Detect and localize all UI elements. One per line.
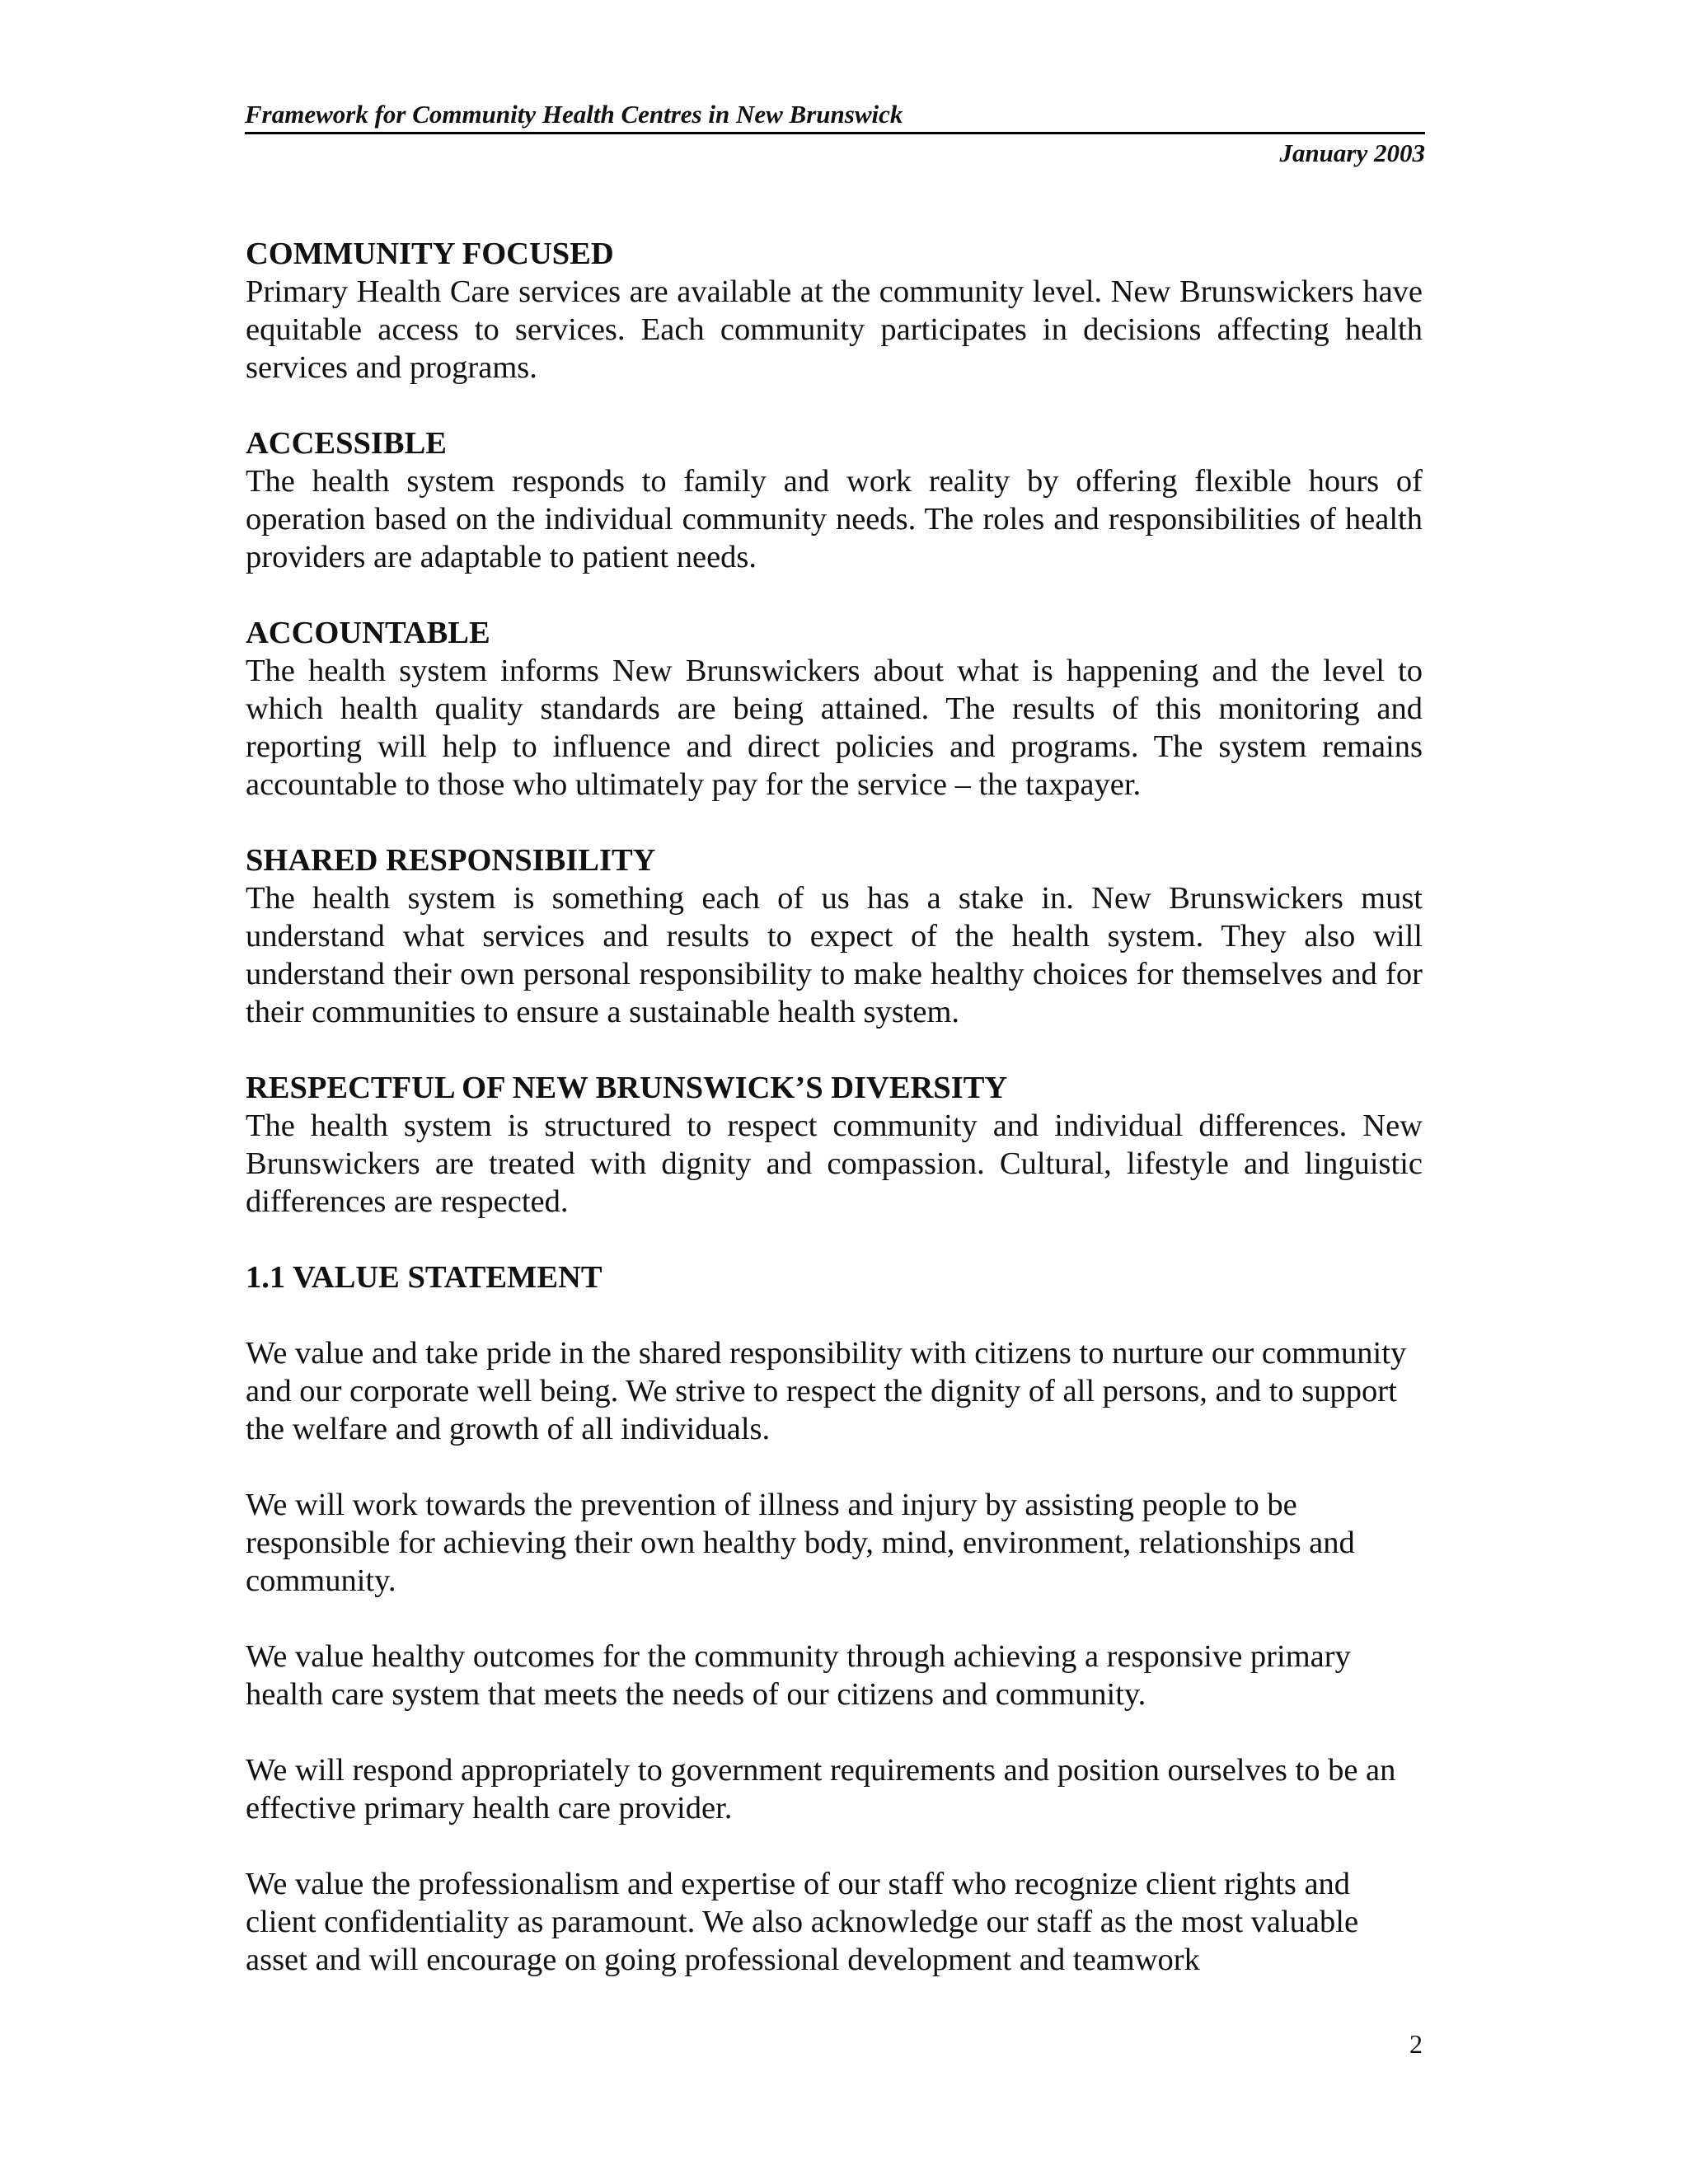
value-statement-section xyxy=(246,1258,1423,1979)
value-paragraph: We value healthy outcomes for the community through achieving a responsive primary health care system that meets the needs of our citizens and community. xyxy=(246,1639,1351,1712)
section-accessible xyxy=(246,424,1423,576)
running-title: Framework for Community Health Centres in New Brunswick xyxy=(245,97,1425,134)
section-shared-responsibility xyxy=(246,841,1423,1031)
section-heading: RESPECTFUL OF NEW BRUNSWICK’S DIVERSITY xyxy=(246,1071,1008,1105)
section-body: The health system is structured to respect community and individual differences. New Brunswickers are treated with dignity and compassion. Cultural, lifestyle and linguistic differences are respected. xyxy=(246,1108,1423,1219)
value-paragraph: We value and take pride in the shared responsibility with citizens to nurture our community and our corporate well being. We strive to respect the dignity of all persons, and to support the welfare and growth of all individuals. xyxy=(246,1336,1407,1446)
value-paragraph: We will respond appropriately to government requirements and position ourselves to be an effective primary health care provider. xyxy=(246,1753,1396,1825)
section-body: Primary Health Care services are available at the community level. New Brunswickers have equitable access to services. Each community participates in decisions affecting health services and programs. xyxy=(246,274,1423,385)
document-date: January 2003 xyxy=(1279,138,1425,167)
section-heading: ACCOUNTABLE xyxy=(246,616,490,650)
section-heading: COMMUNITY FOCUSED xyxy=(246,237,614,271)
section-community-focused xyxy=(246,235,1423,387)
value-statement-heading: 1.1 VALUE STATEMENT xyxy=(246,1260,603,1295)
value-paragraph: We will work towards the prevention of illness and injury by assisting people to be responsible for achieving their own healthy body, mind, environment, relationships and community. xyxy=(246,1488,1355,1598)
page-header xyxy=(245,97,1425,171)
value-paragraph: We value the professionalism and expertise of our staff who recognize client rights and client confidentiality as paramount. We also acknowledge our staff as the most valuable asset and will encourage on going professional development and teamwork xyxy=(246,1867,1359,1977)
page-number: 2 xyxy=(1409,2029,1423,2059)
section-respectful-of-diversity xyxy=(246,1069,1423,1221)
section-heading: SHARED RESPONSIBILITY xyxy=(246,843,656,878)
section-body: The health system informs New Brunswickers about what is happening and the level to which health quality standards are being attained. The results of this monitoring and reporting will help to influence and direct policies and programs. The system remains accountable to those who ultimately pay for the service – the taxpayer. xyxy=(246,654,1423,802)
document-body xyxy=(246,235,1423,2017)
section-body: The health system responds to family and work reality by offering flexible hours of operation based on the individual community needs. The roles and responsibilities of health providers are adaptable to patient needs. xyxy=(246,464,1423,574)
section-accountable xyxy=(246,614,1423,804)
section-heading: ACCESSIBLE xyxy=(246,426,447,461)
section-body: The health system is something each of us has a stake in. New Brunswickers must understand what services and results to expect of the health system. They also will understand their own personal responsibility to make healthy choices for themselves and for their communities to ensure a sustainable health system. xyxy=(246,881,1423,1029)
